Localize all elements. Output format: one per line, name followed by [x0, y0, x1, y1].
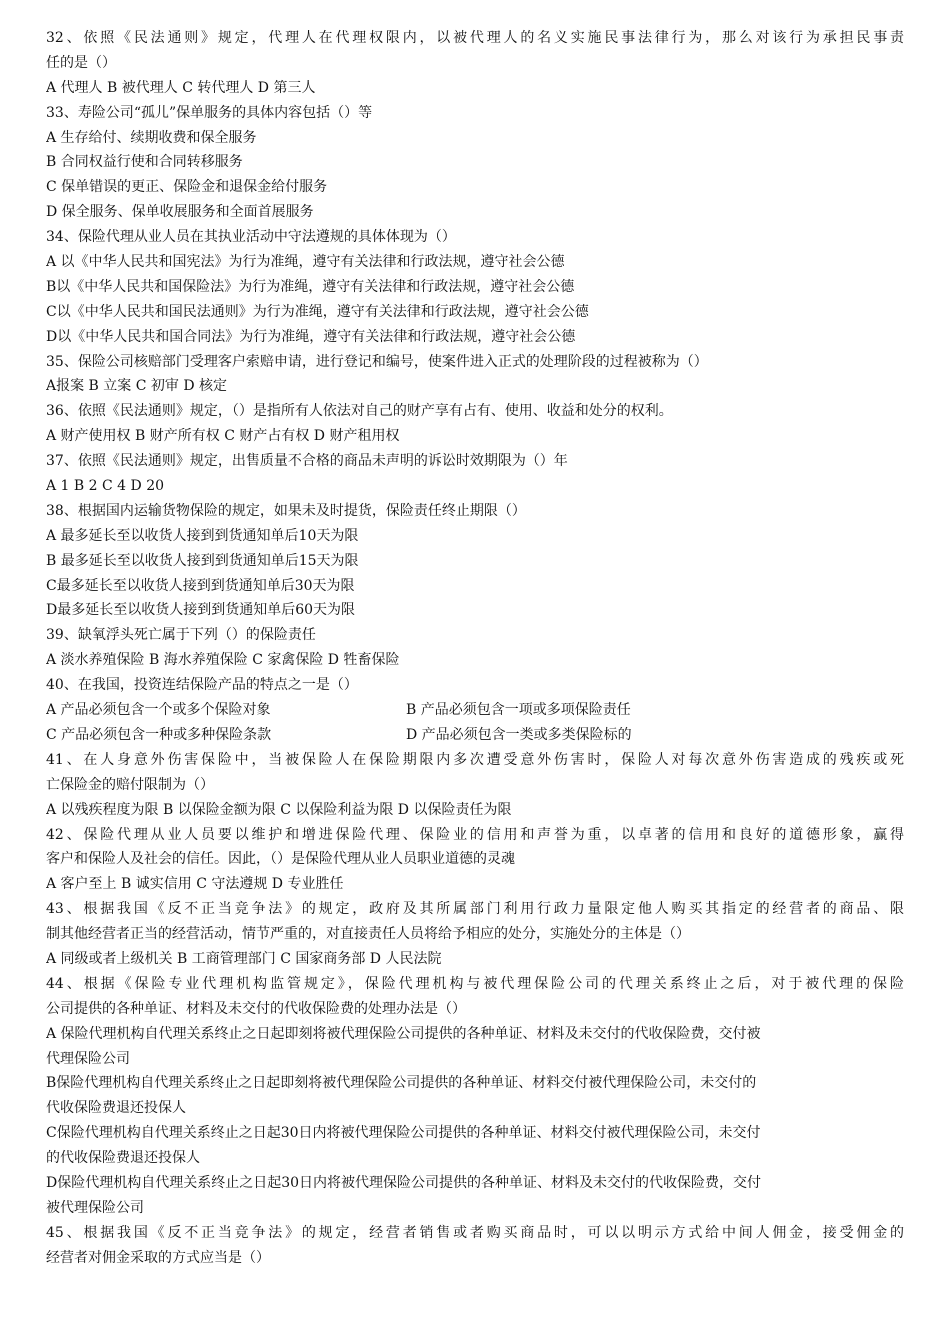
- option-text: C保险代理机构自代理关系终止之日起30日内将被代理保险公司提供的各种单证、材料交付被代理保险公司，未交付: [46, 1125, 761, 1142]
- question-text: 44、根据《保险专业代理机构监管规定》，保险代理机构与被代理保险公司的代理关系终止之后，对于被代理的保险: [46, 975, 904, 992]
- question-text: 39、缺氧浮头死亡属于下列（）的保险责任: [46, 627, 316, 644]
- question-text: 亡保险金的赔付限制为（）: [46, 776, 214, 793]
- option-text: B 合同权益行使和合同转移服务: [46, 154, 243, 171]
- option-text: 代理保险公司: [46, 1050, 130, 1067]
- question-text: 41、在人身意外伤害保险中，当被保险人在保险期限内多次遭受意外伤害时，保险人对每次意外伤害造成的残疾或死: [46, 751, 904, 768]
- option-text: 的代收保险费退还投保人: [46, 1150, 200, 1167]
- question-text: 37、依照《民法通则》规定，出售质量不合格的商品未声明的诉讼时效期限为（）年: [46, 453, 568, 470]
- option-text: B 产品必须包含一项或多项保险责任: [406, 702, 631, 719]
- option-text: D 保全服务、保单收展服务和全面首展服务: [46, 204, 314, 221]
- option-text: B 最多延长至以收货人接到到货通知单后15天为限: [46, 552, 359, 569]
- option-text: A 1 B 2 C 4 D 20: [46, 478, 165, 495]
- option-text: D以《中华人民共和国合同法》为行为准绳，遵守有关法律和行政法规，遵守社会公德: [46, 328, 576, 345]
- option-text: 代收保险费退还投保人: [46, 1100, 186, 1117]
- option-text: 被代理保险公司: [46, 1199, 144, 1216]
- option-text: A 最多延长至以收货人接到到货通知单后10天为限: [46, 527, 359, 544]
- question-text: 制其他经营者正当的经营活动，情节严重的，对直接责任人员将给予相应的处分，实施处分的主体是（）: [46, 926, 690, 943]
- question-text: 32、依照《民法通则》规定，代理人在代理权限内，以被代理人的名义实施民事法律行为，那么对该行为承担民事责: [46, 30, 904, 46]
- option-text: A 客户至上 B 诚实信用 C 守法遵规 D 专业胜任: [46, 876, 344, 893]
- option-text: C 保单错误的更正、保险金和退保金给付服务: [46, 179, 328, 196]
- option-row: [46, 723, 904, 748]
- question-text: 33、寿险公司“孤儿”保单服务的具体内容包括（）等: [46, 104, 373, 121]
- option-text: B以《中华人民共和国保险法》为行为准绳，遵守有关法律和行政法规，遵守社会公德: [46, 278, 575, 295]
- option-text: D最多延长至以收货人接到到货通知单后60天为限: [46, 602, 356, 619]
- option-text: C以《中华人民共和国民法通则》为行为准绳，遵守有关法律和行政法规，遵守社会公德: [46, 303, 589, 320]
- option-text: C最多延长至以收货人接到到货通知单后30天为限: [46, 577, 355, 594]
- question-text: 34、保险代理从业人员在其执业活动中守法遵规的具体体现为（）: [46, 229, 456, 246]
- option-text: D保险代理机构自代理关系终止之日起30日内将被代理保险公司提供的各种单证、材料及未交付的代收保险费，交付: [46, 1174, 762, 1191]
- option-text: B保险代理机构自代理关系终止之日起即刻将被代理保险公司提供的各种单证、材料交付被代理保险公司，未交付的: [46, 1075, 757, 1092]
- question-text: 35、保险公司核赔部门受理客户索赔申请，进行登记和编号，使案件进入正式的处理阶段的过程被称为（）: [46, 353, 708, 370]
- option-text: A 代理人 B 被代理人 C 转代理人 D 第三人: [46, 79, 316, 96]
- question-text: 43、根据我国《反不正当竞争法》的规定，政府及其所属部门利用行政力量限定他人购买其指定的经营者的商品、限: [46, 901, 904, 918]
- option-text: A 以《中华人民共和国宪法》为行为准绳，遵守有关法律和行政法规，遵守社会公德: [46, 254, 565, 271]
- option-text: A 以残疾程度为限 B 以保险金额为限 C 以保险利益为限 D 以保险责任为限: [46, 801, 512, 818]
- option-text: A 生存给付、续期收费和保全服务: [46, 129, 257, 146]
- question-text: 45、根据我国《反不正当竞争法》的规定，经营者销售或者购买商品时，可以以明示方式给中间人佣金，接受佣金的: [46, 1224, 904, 1241]
- option-text: C 产品必须包含一种或多种保险条款: [46, 726, 272, 743]
- question-text: 客户和保险人及社会的信任。因此，（）是保险代理从业人员职业道德的灵魂: [46, 851, 515, 868]
- option-text: A报案 B 立案 C 初审 D 核定: [46, 378, 228, 395]
- option-text: A 淡水养殖保险 B 海水养殖保险 C 家禽保险 D 牲畜保险: [46, 652, 400, 669]
- option-text: A 财产使用权 B 财产所有权 C 财产占有权 D 财产租用权: [46, 428, 400, 445]
- option-row: [46, 698, 904, 723]
- question-text: 36、依照《民法通则》规定，（）是指所有人依法对自己的财产享有占有、使用、收益和处分的权利。: [46, 403, 673, 420]
- option-text: D 产品必须包含一类或多类保险标的: [406, 726, 632, 743]
- option-text: A 同级或者上级机关 B 工商管理部门 C 国家商务部 D 人民法院: [46, 950, 442, 967]
- question-text: 38、根据国内运输货物保险的规定，如果未及时提货，保险责任终止期限（）: [46, 502, 526, 519]
- question-text: 公司提供的各种单证、材料及未交付的代收保险费的处理办法是（）: [46, 1000, 466, 1017]
- option-text: A 保险代理机构自代理关系终止之日起即刻将被代理保险公司提供的各种单证、材料及未交付的代收保险费，交付被: [46, 1025, 761, 1042]
- question-text: 40、在我国，投资连结保险产品的特点之一是（）: [46, 677, 358, 694]
- question-text: 经营者对佣金采取的方式应当是（）: [46, 1249, 270, 1266]
- question-text: 42、保险代理从业人员要以维护和增进保险代理、保险业的信用和声誉为重，以卓著的信用和良好的道德形象，赢得: [46, 826, 904, 843]
- question-text: 任的是（）: [46, 54, 116, 71]
- option-text: A 产品必须包含一个或多个保险对象: [46, 702, 271, 719]
